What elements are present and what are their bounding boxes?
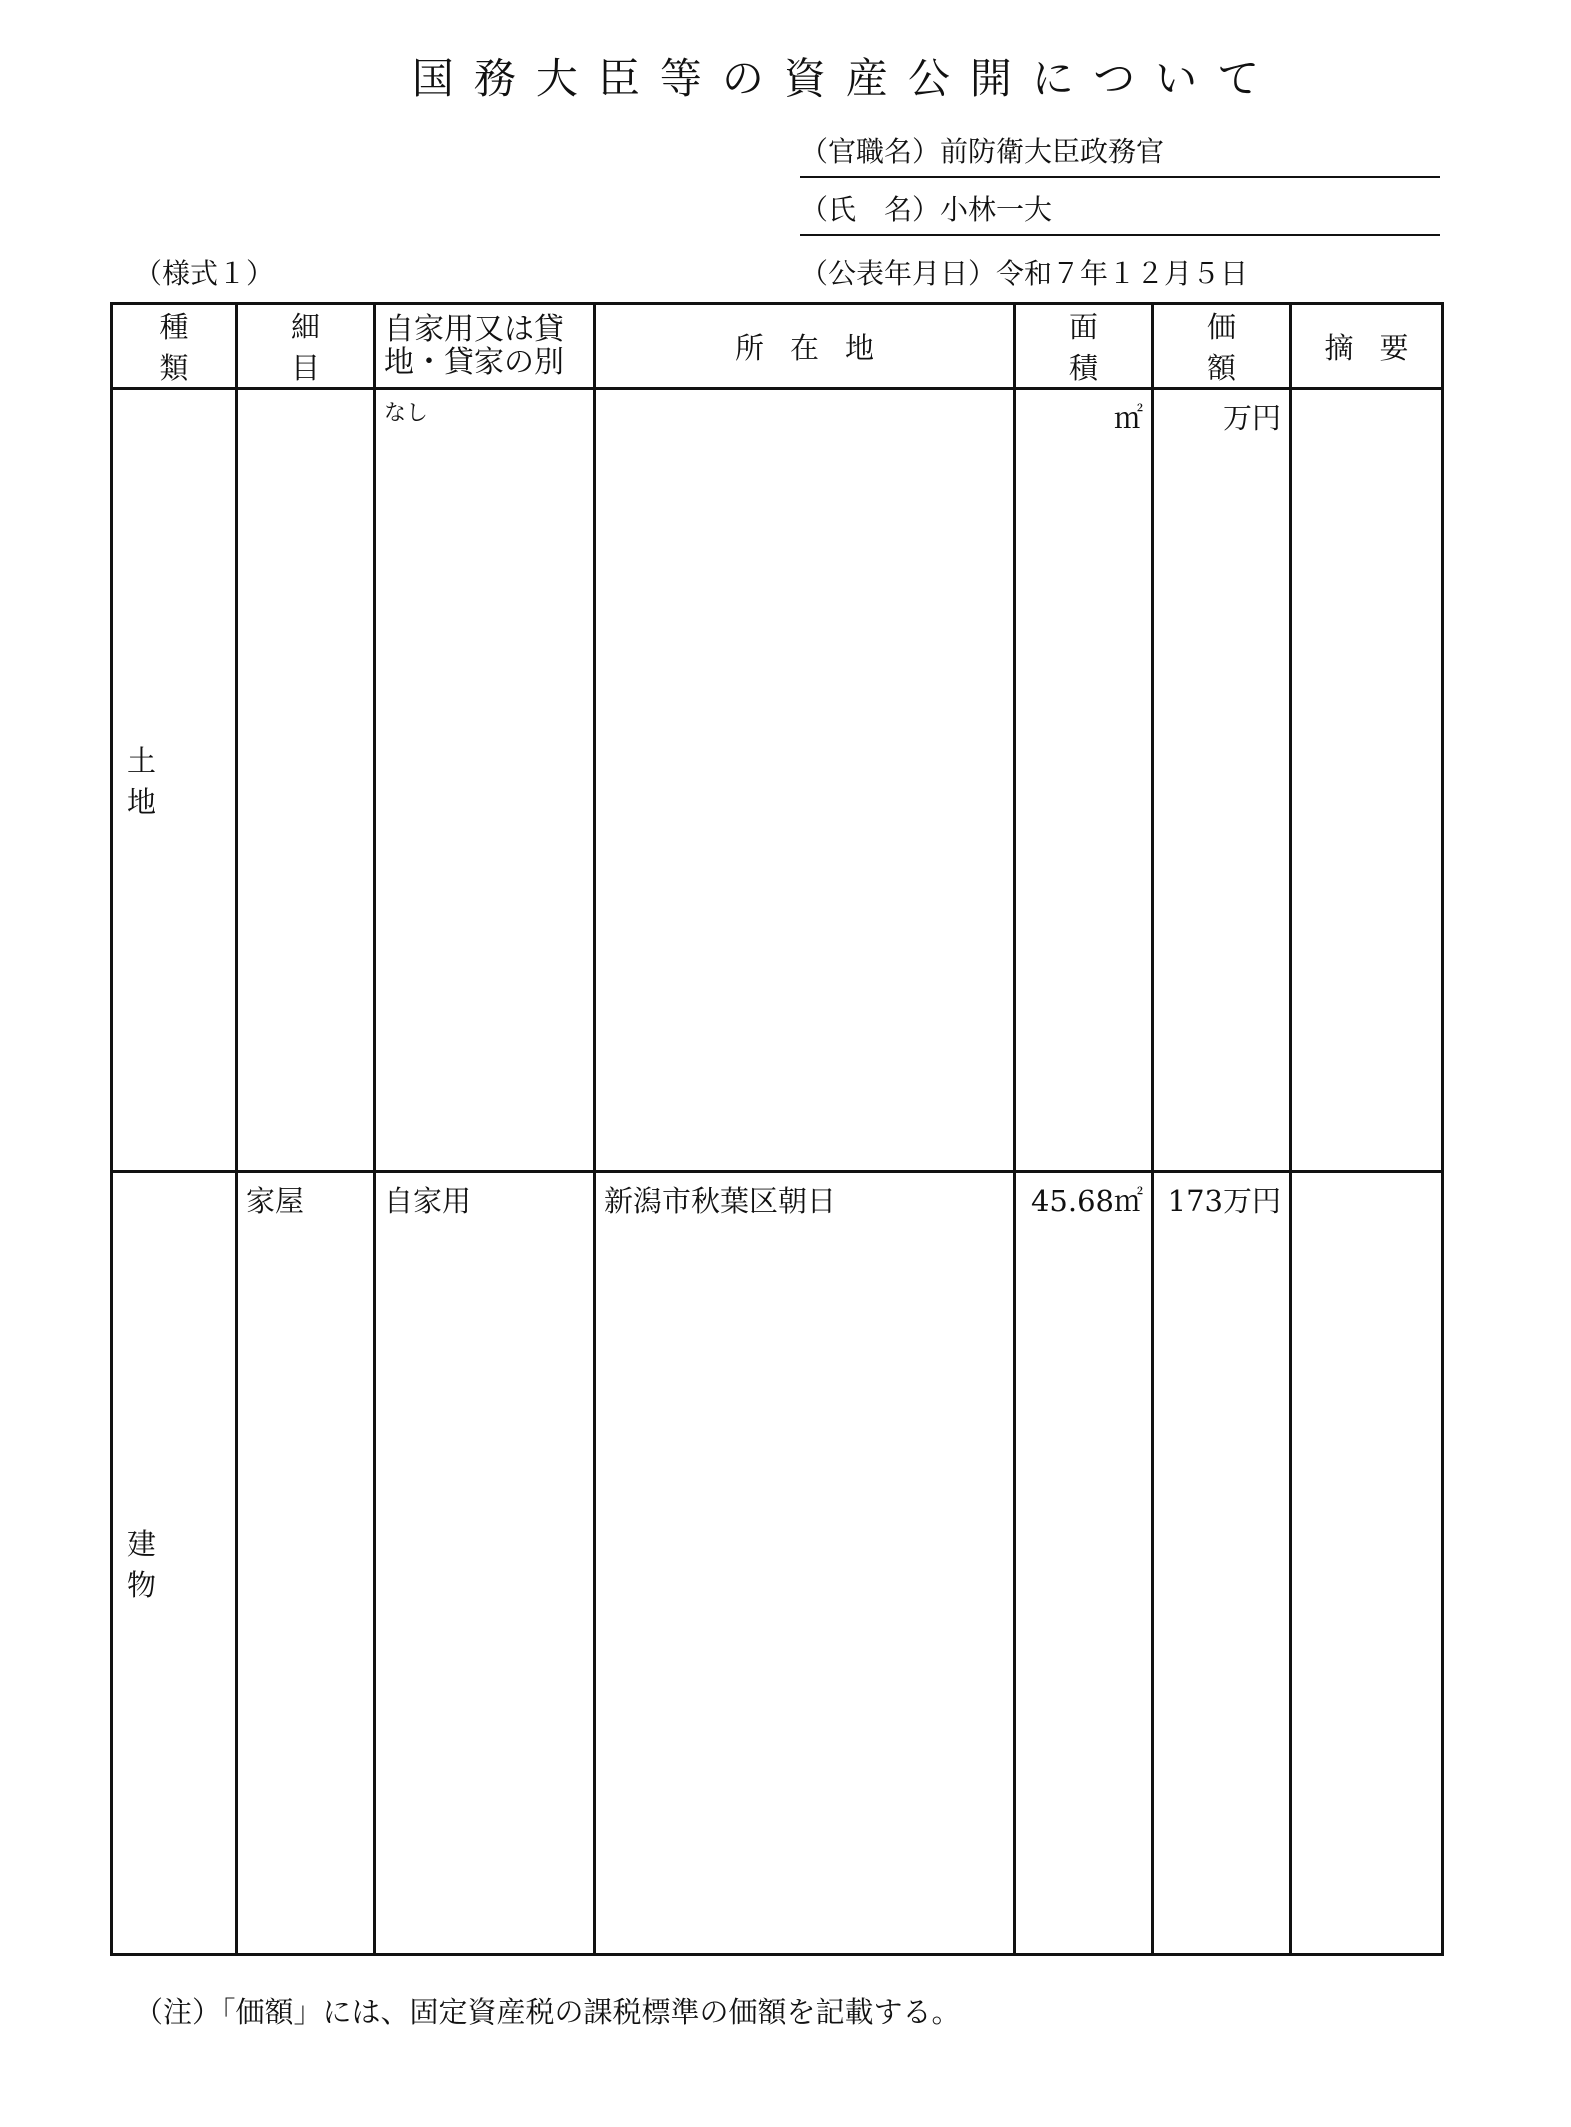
land-value: 万円 <box>1153 389 1291 1172</box>
date-value: 令和７年１２月５日 <box>996 257 1249 290</box>
table-row-land <box>112 389 1443 1172</box>
land-detail <box>237 389 375 1172</box>
name-value: 小林一大 <box>940 193 1053 226</box>
table-row-building <box>112 1172 1443 1955</box>
position-label: （官職名） <box>800 135 941 168</box>
date-label: （公表年月日） <box>800 257 997 290</box>
land-category: 土地 <box>112 389 237 1172</box>
header-value: 価額 <box>1153 304 1291 389</box>
document-title: 国務大臣等の資産公開について <box>411 54 1280 103</box>
name-row <box>800 188 1052 228</box>
position-row <box>800 130 1164 170</box>
land-usage: なし <box>375 389 595 1172</box>
name-label: （氏 名） <box>800 193 941 226</box>
building-detail: 家屋 <box>237 1172 375 1955</box>
header-remarks: 摘要 <box>1291 304 1443 389</box>
building-remarks <box>1291 1172 1443 1955</box>
header-detail: 細目 <box>237 304 375 389</box>
land-location <box>595 389 1015 1172</box>
header-usage: 自家用又は貸地・貸家の別 <box>375 304 595 389</box>
header-area: 面積 <box>1015 304 1153 389</box>
building-location: 新潟市秋葉区朝日 <box>595 1172 1015 1955</box>
land-remarks <box>1291 389 1443 1172</box>
header-location: 所在地 <box>595 304 1015 389</box>
building-area: 45.68㎡ <box>1015 1172 1153 1955</box>
name-underline <box>800 234 1440 236</box>
date-row <box>800 252 1248 292</box>
form-label: （様式１） <box>134 257 275 290</box>
building-usage: 自家用 <box>375 1172 595 1955</box>
header-type: 種類 <box>112 304 237 389</box>
footnote: （注）「価額」には、固定資産税の課税標準の価額を記載する。 <box>134 1995 961 2029</box>
position-value: 前防衛大臣政務官 <box>940 135 1165 168</box>
position-underline <box>800 176 1440 178</box>
asset-table <box>110 302 1444 1956</box>
land-area: ㎡ <box>1015 389 1153 1172</box>
table-header-row <box>112 304 1443 389</box>
building-value: 173万円 <box>1153 1172 1291 1955</box>
building-category: 建物 <box>112 1172 237 1955</box>
